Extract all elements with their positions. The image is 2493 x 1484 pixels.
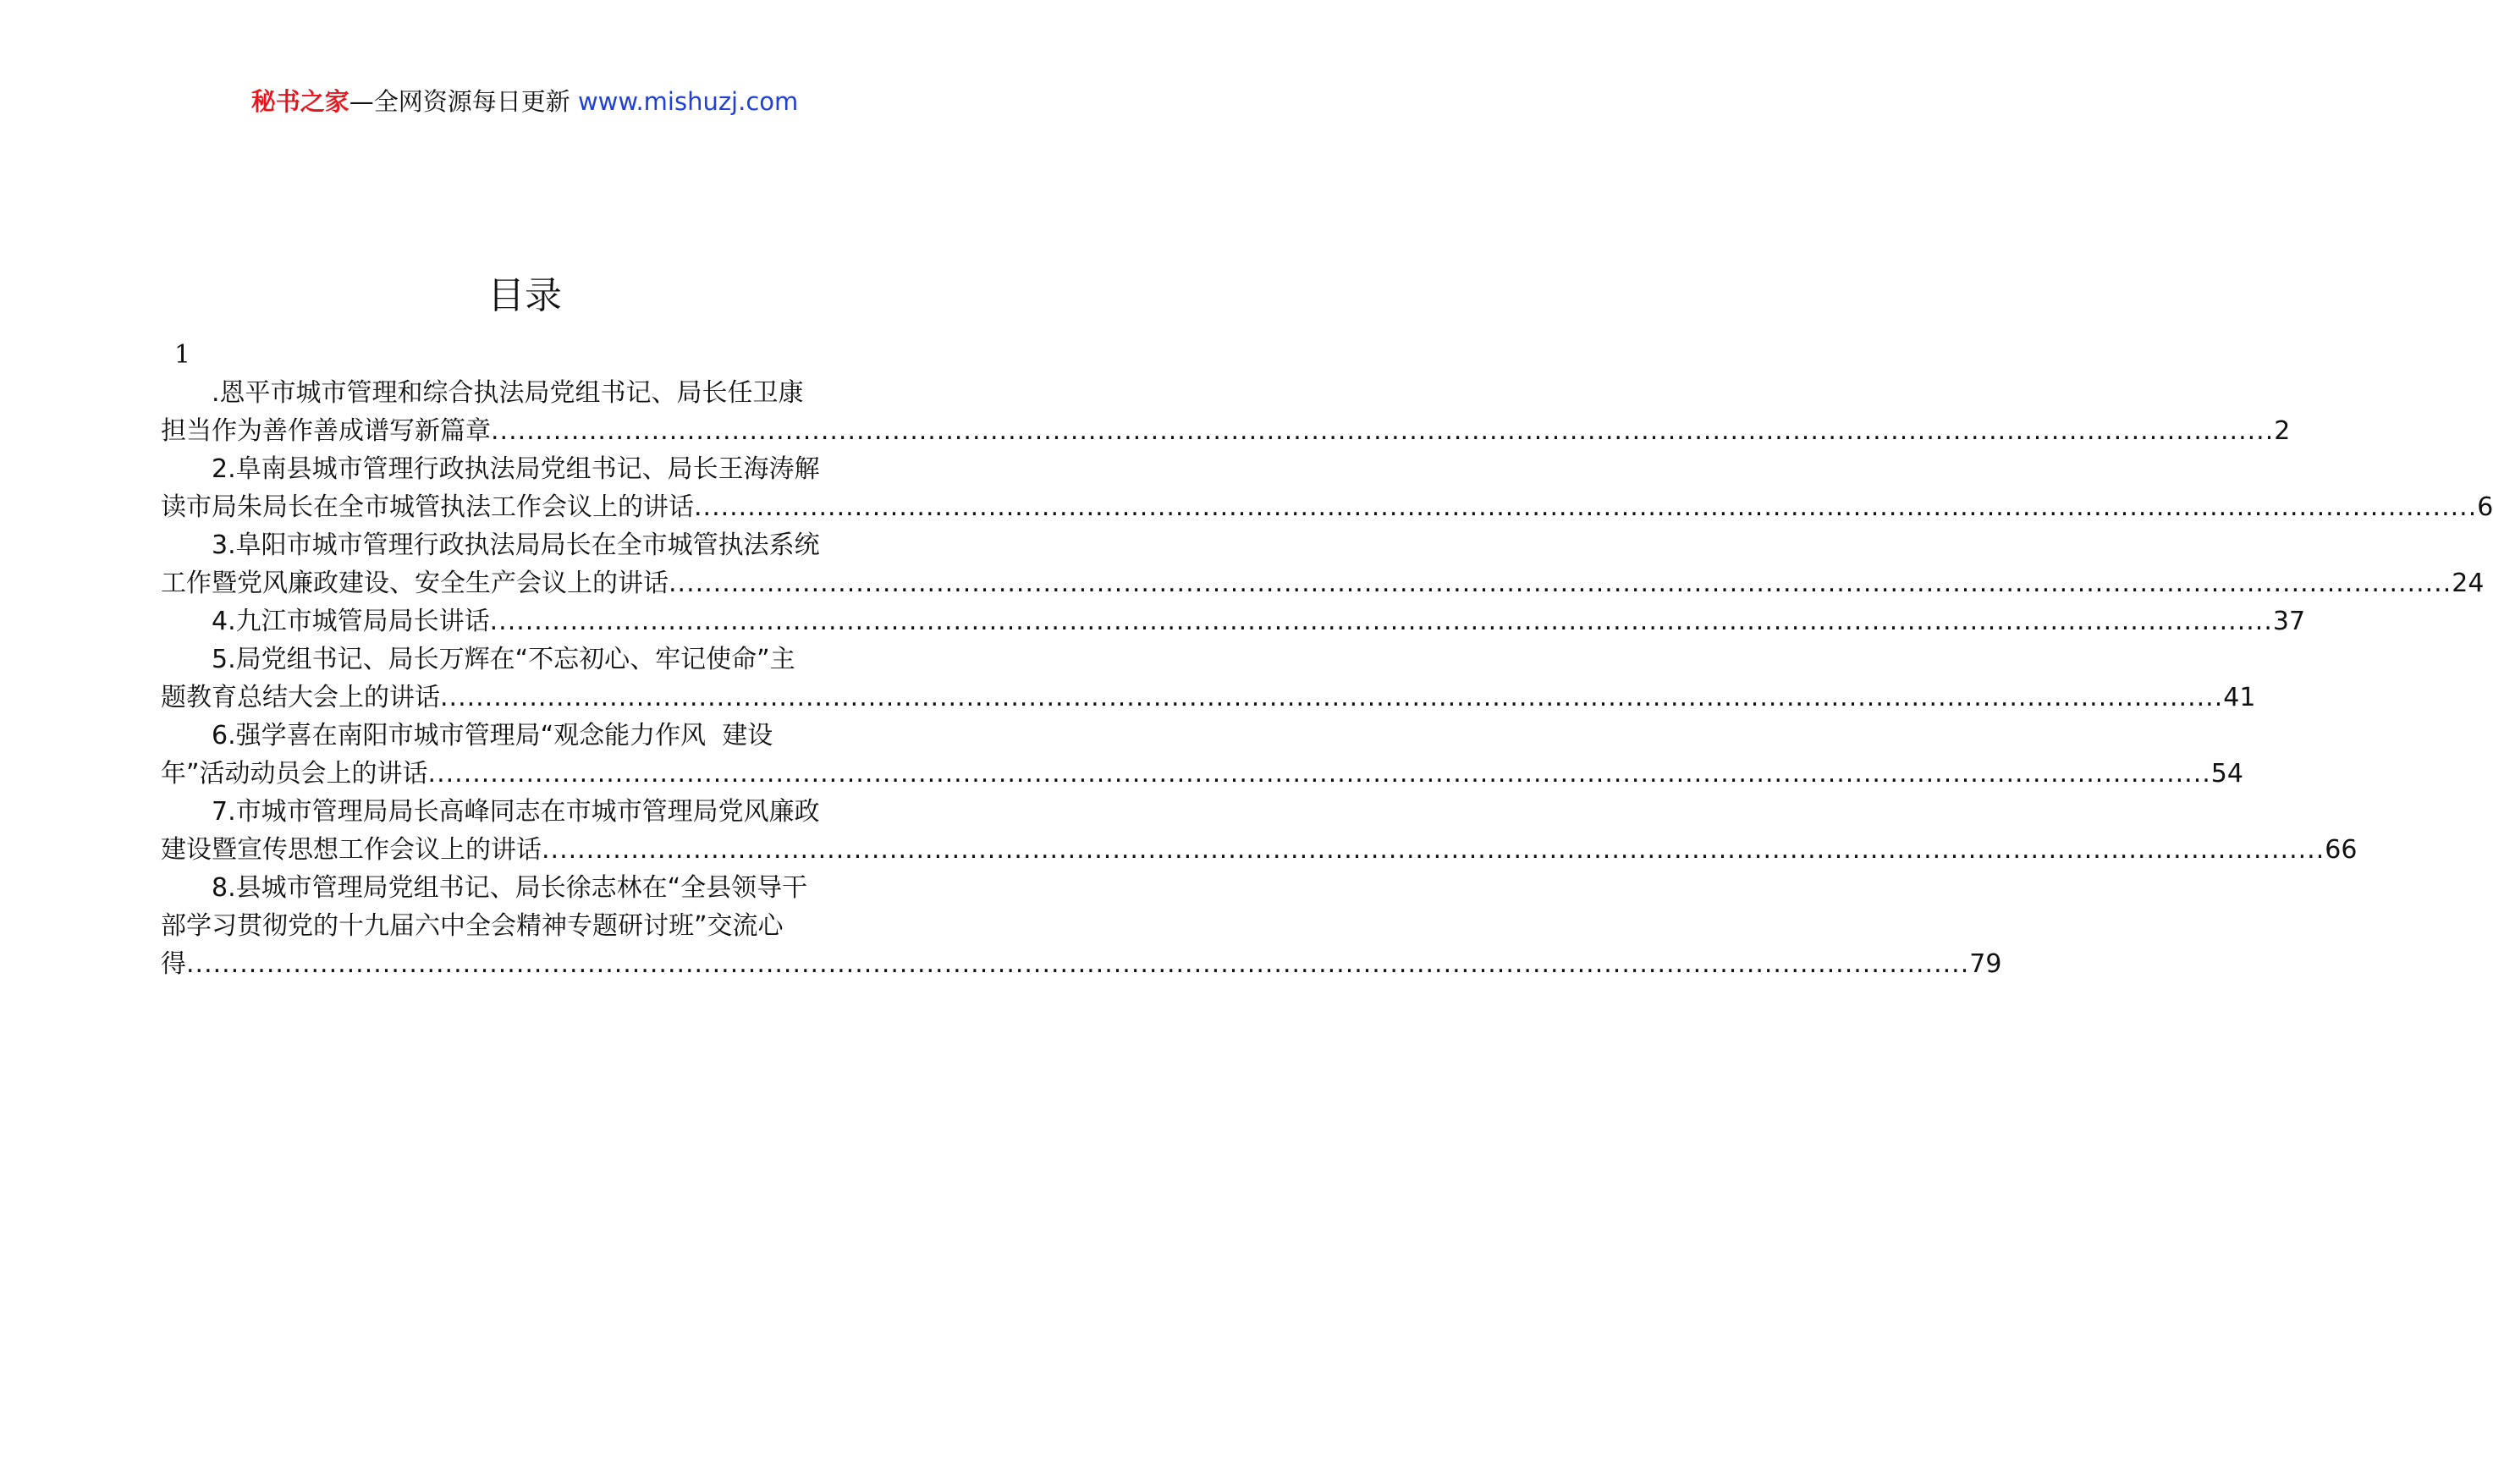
toc-lone-number: 1 <box>174 340 191 370</box>
toc-page-number: 24 <box>2452 569 2485 598</box>
header-url-link[interactable]: www.mishuzj.com <box>577 87 799 116</box>
toc-entry-line: 2.阜南县城市管理行政执法局党组书记、局长王海涛解 <box>212 454 820 484</box>
toc-page-number: 6 <box>2477 492 2493 522</box>
toc-entry[interactable] <box>161 374 2291 450</box>
toc-entry-line: 工作暨党风廉政建设、安全生产会议上的讲话 <box>161 569 669 598</box>
toc-dot-leader: ........................................................................................................................................................................................................ <box>489 607 2273 636</box>
toc-dot-leader: ........................................................................................................................................................................................................ <box>694 492 2478 522</box>
toc-dot-leader: ........................................................................................................................................................................................................ <box>427 759 2211 789</box>
toc-page-number: 2 <box>2274 416 2291 446</box>
table-of-contents <box>161 338 2493 983</box>
toc-dot-leader: ........................................................................................................................................................................................................ <box>186 949 1970 979</box>
toc-entry[interactable] <box>161 793 2358 869</box>
toc-entry-line: 部学习贯彻党的十九届六中全会精神专题研讨班”交流心 <box>161 911 784 941</box>
toc-entry-line: 4.九江市城管局局长讲话 <box>212 607 490 636</box>
toc-page-number: 37 <box>2272 607 2306 636</box>
toc-dot-leader: ........................................................................................................................................................................................................ <box>542 835 2325 865</box>
toc-entry-line: 8.县城市管理局党组书记、局长徐志林在“全县领导干 <box>212 873 808 903</box>
toc-entry[interactable] <box>161 450 2493 526</box>
toc-entry[interactable] <box>161 602 2306 640</box>
toc-page-number: 41 <box>2223 683 2256 712</box>
toc-page-number: 66 <box>2325 835 2358 865</box>
toc-entry[interactable] <box>161 526 2485 602</box>
page-header <box>0 85 1049 118</box>
toc-entry-line: .恩平市城市管理和综合执法局党组书记、局长任卫康 <box>212 378 804 408</box>
toc-entry[interactable] <box>161 869 2002 983</box>
toc-entry-line: 5.局党组书记、局长万辉在“不忘初心、牢记使命”主 <box>212 645 795 674</box>
header-brand: 秘书之家 <box>250 87 349 116</box>
toc-entry-line: 建设暨宣传思想工作会议上的讲话 <box>161 835 542 865</box>
page-title: 目录 <box>487 274 562 317</box>
toc-entry[interactable] <box>161 640 2256 717</box>
toc-entry[interactable] <box>161 717 2243 793</box>
toc-entry-line: 7.市城市管理局局长高峰同志在市城市管理局党风廉政 <box>212 797 820 827</box>
toc-entry-line: 题教育总结大会上的讲话 <box>161 683 440 712</box>
toc-entry-line: 年”活动动员会上的讲话 <box>161 759 428 789</box>
toc-entry-line: 得 <box>161 949 186 979</box>
toc-entry-line: 担当作为善作善成谱写新篇章 <box>161 416 491 446</box>
toc-dot-leader: ........................................................................................................................................................................................................ <box>491 416 2275 446</box>
toc-page-number: 54 <box>2210 759 2243 789</box>
header-tagline: —全网资源每日更新 <box>349 87 570 116</box>
toc-page-number: 79 <box>1969 949 2002 979</box>
toc-entry-line: 读市局朱局长在全市城管执法工作会议上的讲话 <box>161 492 694 522</box>
toc-dot-leader: ........................................................................................................................................................................................................ <box>440 683 2224 712</box>
toc-entry-line: 3.阜阳市城市管理行政执法局局长在全市城管执法系统 <box>212 530 820 560</box>
toc-entry-line: 6.强学喜在南阳市城市管理局“观念能力作风 建设 <box>212 721 773 750</box>
toc-dot-leader: ........................................................................................................................................................................................................ <box>669 569 2452 598</box>
